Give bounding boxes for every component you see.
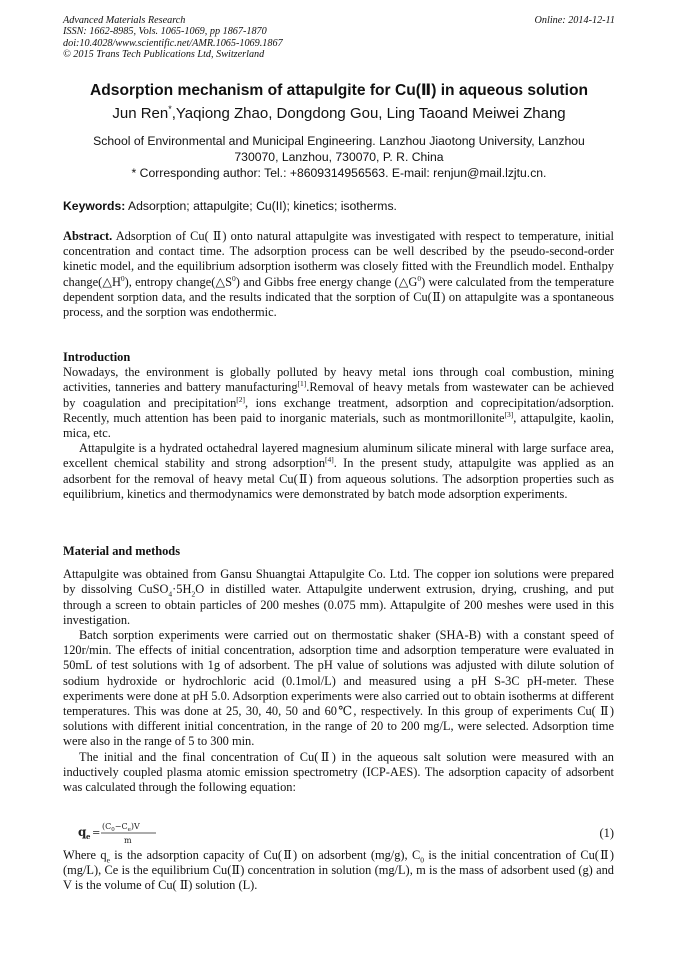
paragraph-text: Attapulgite is a hydrated octahedral layered magnesium aluminum silicate mineral with large surface area, excellent chemical stability and strong adsorption	[63, 441, 614, 471]
corresponding-mark: *	[168, 104, 172, 114]
equation-denominator: m	[124, 836, 132, 845]
introduction-heading: Introduction	[63, 350, 131, 364]
subscript: e	[106, 855, 110, 865]
methods-section	[63, 544, 614, 795]
equation-subscript: e	[127, 827, 131, 833]
introduction-paragraph-1	[63, 365, 614, 441]
abstract-text: ) were calculated from the temperature dependent sorption data, and the results indicated that the sorption of Cu(Ⅱ) on attapulgite was a spontaneous process, and the sorption was endothermic.	[63, 274, 614, 320]
adsorption-equation	[78, 818, 178, 848]
paragraph-text: Attapulgite was obtained from Gansu Shuangtai Attapulgite Co. Ltd. The copper ion solutions were prepared by dissolving CuSO	[63, 567, 614, 597]
superscript: 0	[232, 273, 236, 283]
equation-equals: =	[92, 828, 101, 839]
superscript: 0	[417, 273, 422, 283]
keywords-text: Adsorption; attapulgite; Cu(II); kinetics; isotherms.	[125, 199, 397, 213]
citation: [4]	[325, 455, 334, 465]
journal-header	[63, 15, 615, 60]
keywords-label: Keywords:	[63, 199, 126, 213]
online-date: Online: 2014-12-11	[534, 15, 615, 26]
subscript: 4	[168, 589, 173, 599]
abstract-text: ) and Gibbs free energy change (△G	[235, 274, 418, 289]
journal-name: Advanced Materials Research	[63, 15, 186, 26]
methods-paragraph-2: Batch sorption experiments were carried out on thermostatic shaker (SHA-B) with a constant speed of 120r/min. The effects of initial concentration, adsorption time and adsorption temperature were evaluated in 50mL of test solutions with 1g of adsorbent. The pH value of solutions was adjusted with dilute solution of sodium hydroxide or hydrochloric acid (0.1mol/L) and measured using a pH S-3C pH-meter. These experiments were done at pH 5.0. Adsorption experiments were also carried out to obtain isotherms at different temperatures. This was done at 25, 30, 40, 50 and 60℃, respectively. In this group of experiments Cu( Ⅱ) solutions with different initial concentration, in the range of 20 to 200 mg/L, were selected. Adsorption time were also in the range of 5 to 300 min.	[63, 628, 614, 749]
equation-part: )V	[130, 822, 140, 831]
paragraph-text: , attapulgite, kaolin, mica, etc.	[63, 410, 615, 441]
copyright-line: © 2015 Trans Tech Publications Ltd, Switzerland	[63, 48, 265, 60]
paragraph-text: Where q	[63, 848, 107, 862]
affiliation-line-2: 730070, Lanzhou, 730070, P. R. China	[234, 150, 444, 164]
abstract	[63, 229, 614, 320]
equation-part: −C	[114, 822, 128, 831]
corresponding-author: * Corresponding author: Tel.: +8609314956563. E-mail: renjun@mail.lzjtu.cn.	[131, 166, 547, 180]
equation-subscript: 0	[111, 827, 115, 833]
author-list	[40, 104, 638, 122]
other-authors: ,Yaqiong Zhao, Dongdong Gou, Ling Taoand Meiwei Zhang	[171, 105, 566, 122]
subscript: 2	[191, 589, 196, 599]
equation-lhs-subscript: e	[86, 832, 91, 841]
equation-numerator	[102, 822, 140, 833]
paragraph-text: .Removal of heavy metals from wastewater can be achieved by coagulation and precipitation	[63, 380, 615, 410]
paragraph-text: is the adsorption capacity of Cu(Ⅱ) on adsorbent (mg/g), C	[109, 848, 421, 862]
equation-part: (C	[102, 822, 112, 831]
introduction-section	[63, 350, 614, 502]
subscript: 0	[420, 855, 425, 865]
methods-paragraph-3: The initial and the final concentration of Cu(Ⅱ) in the aqueous salt solution were measured with an inductively coupled plasma atomic emission spectrometry (ICP-AES). The adsorption capacity of adsorbent was calculated through the following equation:	[63, 749, 614, 795]
abstract-text: ), entropy change(△S	[124, 274, 233, 289]
doi-line: doi:10.4028/www.scientific.net/AMR.1065-1069.1867	[63, 37, 283, 49]
paragraph-text: Nowadays, the environment is globally polluted by heavy metal ions through coal combustion, mining activities, tanneries and battery manufacturing	[63, 365, 614, 395]
methods-paragraph-1	[63, 567, 614, 628]
equation-explanation	[63, 848, 614, 894]
first-author: Jun Ren	[112, 105, 169, 122]
paper-title: Adsorption mechanism of attapulgite for Cu(Ⅱ) in aqueous solution	[89, 82, 588, 99]
paragraph-text: , ions exchange treatment, adsorption and coprecipitation/adsorption. Recently, much attention has been paid to inorganic materials, such as montmorillonite	[63, 395, 614, 425]
issn-line: ISSN: 1662-8985, Vols. 1065-1069, pp 1867-1870	[63, 26, 267, 38]
paragraph-text: ·5H	[172, 582, 192, 597]
paragraph-text: O in distilled water. Attapulgite underwent extrusion, drying, crushing, and put through a screen to obtain particles of 200 meshes (0.075 mm). Attapulgite of 200 meshes were used in this investigation.	[63, 582, 614, 627]
citation: [3]	[504, 409, 514, 419]
paragraph-text: is the initial concentration of Cu(Ⅱ) (mg/L), Ce is the equilibrium Cu(Ⅱ) concentration in solution (mg/L), m is the mass of adsorbent used (g) and V is the volume of Cu( Ⅱ) solution (L).	[63, 848, 614, 893]
paragraph-text: . In the present study, attapulgite was applied as an adsorbent for the removal of heavy metal Cu(Ⅱ) from aqueous solutions. The adsorption properties such as equilibrium, kinetics and thermodynamics were demonstrated by batch mode adsorption experiments.	[63, 456, 614, 501]
superscript: 0	[120, 273, 125, 283]
abstract-text: Adsorption of Cu( Ⅱ) onto natural attapulgite was investigated with respect to temperature, initial concentration and contact time. The adsorption process can be well described by the pseudo-second-order kinetic model, and the equilibrium adsorption isotherm was closely fitted with the Freundlich model. Enthalpy change(△H	[63, 229, 614, 289]
equation-number: (1)	[599, 826, 614, 840]
keywords	[63, 199, 614, 214]
abstract-label: Abstract.	[63, 229, 113, 243]
methods-heading: Material and methods	[63, 544, 181, 558]
citation: [1]	[297, 379, 307, 389]
affiliation-line-1: School of Environmental and Municipal Engineering. Lanzhou Jiaotong University, Lanzhou	[93, 134, 585, 148]
affiliation	[78, 133, 600, 181]
equation-lhs: q	[78, 825, 87, 839]
citation: [2]	[236, 394, 246, 404]
introduction-paragraph-2	[63, 441, 614, 502]
